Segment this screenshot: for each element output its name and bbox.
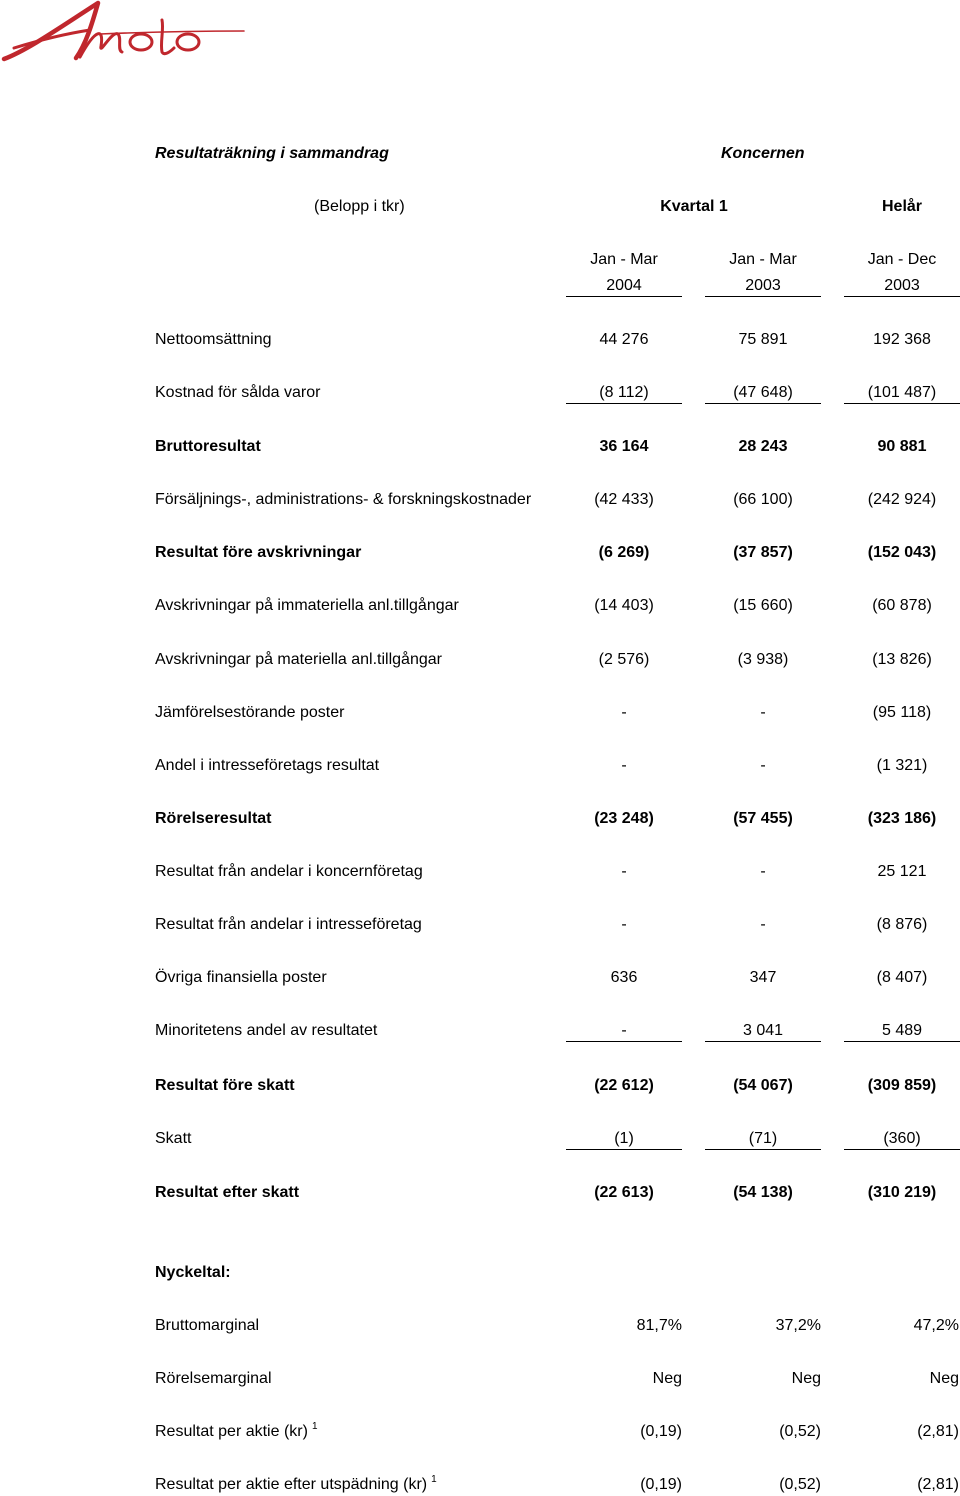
subtotal-rule xyxy=(844,403,960,404)
row-label: Avskrivningar på materiella anl.tillgångar xyxy=(155,651,442,668)
column-year: 2003 xyxy=(884,277,920,294)
quarter-heading: Kvartal 1 xyxy=(660,198,728,215)
key-figure-value: 37,2% xyxy=(775,1317,821,1334)
year-heading: Helår xyxy=(881,198,923,215)
subtotal-rule xyxy=(844,1149,960,1150)
key-figure-value: (2,81) xyxy=(917,1476,959,1493)
key-figure-value: Neg xyxy=(652,1370,682,1387)
row-value: (23 248) xyxy=(594,810,654,827)
column-rule xyxy=(705,296,821,297)
row-label: Resultat före skatt xyxy=(155,1077,295,1094)
row-label: Nettoomsättning xyxy=(155,331,272,348)
row-value: (1) xyxy=(614,1130,634,1147)
row-value: (37 857) xyxy=(733,544,793,561)
row-label: Resultat från andelar i koncernföretag xyxy=(155,863,423,880)
key-figure-label: Bruttomarginal xyxy=(155,1317,260,1334)
subtotal-rule xyxy=(844,1041,960,1042)
key-figure-value: 47,2% xyxy=(913,1317,959,1334)
row-value: (54 067) xyxy=(733,1077,793,1094)
row-value: (66 100) xyxy=(733,491,793,508)
row-value: (22 612) xyxy=(594,1077,654,1094)
unit-note: (Belopp i tkr) xyxy=(314,198,405,215)
row-value: - xyxy=(621,757,627,774)
row-value: (8 112) xyxy=(599,384,649,401)
key-figure-value: 81,7% xyxy=(636,1317,682,1334)
row-value: 347 xyxy=(749,969,777,986)
row-label: Skatt xyxy=(155,1130,192,1147)
row-value: - xyxy=(621,704,627,721)
row-value: (95 118) xyxy=(872,704,932,721)
row-value: (57 455) xyxy=(733,810,793,827)
footnote-marker: 1 xyxy=(431,1474,437,1485)
column-period: Jan - Dec xyxy=(867,251,937,268)
row-value: (242 924) xyxy=(867,491,937,508)
row-value: (152 043) xyxy=(867,544,937,561)
key-figure-label xyxy=(155,1475,437,1495)
row-value: 90 881 xyxy=(877,438,927,455)
key-figure-value: Neg xyxy=(791,1370,821,1387)
key-figure-value: (0,19) xyxy=(640,1476,682,1493)
row-value: (6 269) xyxy=(598,544,650,561)
row-value: - xyxy=(760,863,766,880)
row-value: (14 403) xyxy=(594,597,654,614)
key-figure-value: (0,19) xyxy=(640,1423,682,1440)
column-rule xyxy=(844,296,960,297)
column-year: 2004 xyxy=(606,277,642,294)
row-value: (47 648) xyxy=(733,384,793,401)
row-value: (54 138) xyxy=(733,1184,793,1201)
key-figure-value: (2,81) xyxy=(917,1423,959,1440)
group-heading: Koncernen xyxy=(721,145,805,162)
row-value: - xyxy=(760,757,766,774)
key-figures-title: Nyckeltal: xyxy=(155,1264,231,1281)
row-label: Avskrivningar på immateriella anl.tillgångar xyxy=(155,597,459,614)
row-value: (323 186) xyxy=(867,810,937,827)
row-value: (360) xyxy=(883,1130,921,1147)
column-rule xyxy=(566,296,682,297)
row-label: Kostnad för sålda varor xyxy=(155,384,321,401)
row-value: (3 938) xyxy=(737,651,789,668)
row-value: - xyxy=(621,916,627,933)
row-value: 636 xyxy=(610,969,638,986)
key-figure-label-text: Resultat per aktie efter utspädning (kr) xyxy=(155,1476,428,1493)
row-value: 5 489 xyxy=(881,1022,923,1039)
anoto-logo xyxy=(0,0,250,66)
row-label: Resultat före avskrivningar xyxy=(155,544,362,561)
subtotal-rule xyxy=(566,403,682,404)
row-label: Andel i intresseföretags resultat xyxy=(155,757,380,774)
row-value: (15 660) xyxy=(733,597,793,614)
key-figure-value: (0,52) xyxy=(779,1476,821,1493)
key-figure-label-text: Resultat per aktie (kr) xyxy=(155,1423,308,1440)
statement-title: Resultaträkning i sammandrag xyxy=(155,145,389,162)
row-value: - xyxy=(621,863,627,880)
row-label: Minoritetens andel av resultatet xyxy=(155,1022,378,1039)
subtotal-rule xyxy=(566,1149,682,1150)
row-label: Övriga finansiella poster xyxy=(155,969,327,986)
row-label: Bruttoresultat xyxy=(155,438,261,455)
row-value: (8 407) xyxy=(876,969,928,986)
key-figure-label xyxy=(155,1422,318,1442)
subtotal-rule xyxy=(705,1149,821,1150)
row-value: (309 859) xyxy=(867,1077,937,1094)
row-value: (71) xyxy=(748,1130,778,1147)
row-value: (60 878) xyxy=(872,597,932,614)
subtotal-rule xyxy=(566,1041,682,1042)
subtotal-rule xyxy=(705,1041,821,1042)
row-value: (101 487) xyxy=(867,384,937,401)
row-label: Försäljnings-, administrations- & forskningskostnader xyxy=(155,491,532,508)
subtotal-rule xyxy=(705,403,821,404)
key-figure-value: (0,52) xyxy=(779,1423,821,1440)
row-value: (13 826) xyxy=(872,651,932,668)
column-period: Jan - Mar xyxy=(729,251,797,268)
row-value: 36 164 xyxy=(599,438,649,455)
column-period: Jan - Mar xyxy=(590,251,658,268)
row-label: Resultat efter skatt xyxy=(155,1184,300,1201)
footnote-marker: 1 xyxy=(311,1421,318,1432)
row-value: - xyxy=(760,704,766,721)
row-value: (42 433) xyxy=(594,491,654,508)
row-label: Resultat från andelar i intresseföretag xyxy=(155,916,422,933)
row-value: - xyxy=(621,1022,627,1039)
key-figure-label: Rörelsemarginal xyxy=(155,1370,272,1387)
row-value: 75 891 xyxy=(738,331,788,348)
row-label: Jämförelsestörande poster xyxy=(155,704,345,721)
column-year: 2003 xyxy=(745,277,781,294)
row-value: 25 121 xyxy=(877,863,927,880)
row-value: 3 041 xyxy=(742,1022,784,1039)
row-value: (8 876) xyxy=(876,916,928,933)
row-value: 28 243 xyxy=(738,438,788,455)
row-value: (1 321) xyxy=(876,757,928,774)
row-value: (22 613) xyxy=(594,1184,654,1201)
key-figure-value: Neg xyxy=(929,1370,959,1387)
row-value: (2 576) xyxy=(598,651,650,668)
row-value: 192 368 xyxy=(873,331,931,348)
row-value: - xyxy=(760,916,766,933)
row-value: (310 219) xyxy=(867,1184,937,1201)
row-value: 44 276 xyxy=(599,331,649,348)
row-label: Rörelseresultat xyxy=(155,810,272,827)
